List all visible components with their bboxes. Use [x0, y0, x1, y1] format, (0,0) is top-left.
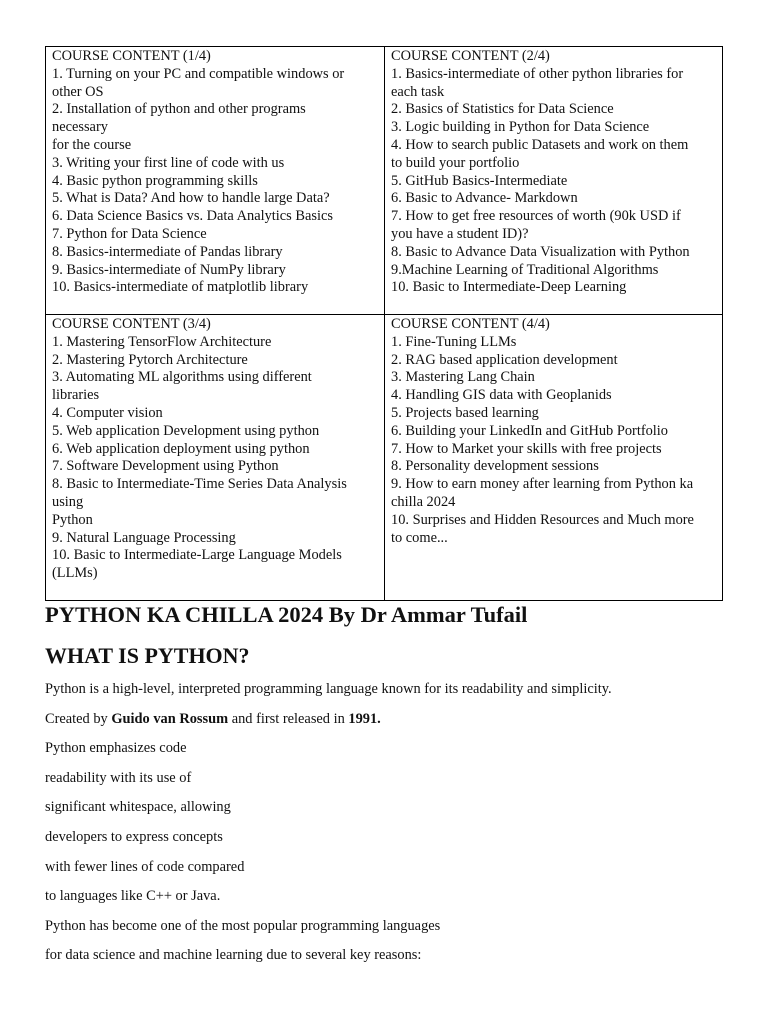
list-item: 6. Basic to Advance- Markdown: [391, 190, 578, 207]
table-row: [46, 315, 723, 601]
list-item: 3. Logic building in Python for Data Science: [391, 119, 650, 136]
list-item: 9. Natural Language Processing: [52, 529, 236, 546]
created-middle: and first released in: [228, 711, 349, 727]
list-item: libraries: [52, 387, 100, 404]
cell-title: COURSE CONTENT (2/4): [391, 48, 550, 64]
list-item: 9. Basics-intermediate of NumPy library: [52, 261, 286, 278]
list-item: to come...: [391, 529, 448, 546]
author-name: Guido van Rossum: [111, 711, 229, 727]
list-item: 10. Basics-intermediate of matplotlib library: [52, 279, 309, 296]
course-content-table-wrapper: [45, 46, 723, 601]
paragraph-line: with fewer lines of code compared: [45, 859, 245, 875]
list-item: 4. Basic python programming skills: [52, 172, 258, 189]
release-year: 1991.: [348, 711, 381, 727]
cell-title: COURSE CONTENT (1/4): [52, 48, 211, 64]
list-item: 8. Basics-intermediate of Pandas library: [52, 243, 283, 260]
paragraph-line: Python has become one of the most popular programming languages: [45, 918, 441, 934]
list-item: each task: [391, 83, 445, 100]
list-item: necessary: [52, 119, 108, 136]
created-by-line: [45, 710, 381, 728]
document-title: PYTHON KA CHILLA 2024 By Dr Ammar Tufail: [45, 602, 528, 627]
course-cell-1: [46, 47, 385, 315]
list-item: chilla 2024: [391, 493, 456, 510]
list-item: 3. Mastering Lang Chain: [391, 369, 535, 386]
list-item: 1. Basics-intermediate of other python libraries for: [391, 65, 684, 82]
list-item: 10. Basic to Intermediate-Large Language Models: [52, 547, 342, 564]
list-item: 10. Basic to Intermediate-Deep Learning: [391, 279, 627, 296]
list-item: 4. Handling GIS data with Geoplanids: [391, 387, 612, 404]
list-item: 3. Automating ML algorithms using different: [52, 369, 312, 386]
list-item: 6. Data Science Basics vs. Data Analytics Basics: [52, 208, 333, 225]
course-cell-3: [46, 315, 385, 601]
list-item: 1. Fine-Tuning LLMs: [391, 333, 517, 350]
list-item: 6. Web application deployment using python: [52, 440, 310, 457]
course-cell-4: [385, 315, 723, 601]
list-item: 2. Mastering Pytorch Architecture: [52, 351, 248, 368]
list-item: 8. Personality development sessions: [391, 458, 599, 475]
course-cell-2: [385, 47, 723, 315]
list-item: 8. Basic to Intermediate-Time Series Data Analysis: [52, 476, 347, 493]
list-item: 2. Installation of python and other programs: [52, 101, 306, 118]
paragraph-line: Python emphasizes code: [45, 740, 187, 756]
list-item: Python: [52, 511, 93, 528]
list-item: 7. How to get free resources of worth (90k USD if: [391, 208, 681, 225]
course-content-table: [45, 46, 723, 601]
paragraph-line: readability with its use of: [45, 770, 192, 786]
list-item: 6. Building your LinkedIn and GitHub Portfolio: [391, 422, 668, 439]
list-item: 4. How to search public Datasets and work on them: [391, 136, 689, 153]
paragraph-line: developers to express concepts: [45, 829, 223, 845]
paragraph-line: significant whitespace, allowing: [45, 799, 231, 815]
list-item: other OS: [52, 83, 104, 100]
list-item: for the course: [52, 136, 132, 153]
list-item: 5. Projects based learning: [391, 404, 539, 421]
cell-title: COURSE CONTENT (3/4): [52, 316, 211, 332]
list-item: 1. Turning on your PC and compatible windows or: [52, 65, 345, 82]
list-item: 3. Writing your first line of code with us: [52, 154, 285, 171]
list-item: 4. Computer vision: [52, 404, 163, 421]
list-item: 2. RAG based application development: [391, 351, 618, 368]
list-item: 9.Machine Learning of Traditional Algorithms: [391, 261, 659, 278]
list-item: to build your portfolio: [391, 154, 520, 171]
paragraph-line: to languages like C++ or Java.: [45, 888, 221, 904]
intro-paragraph: Python is a high-level, interpreted programming language known for its readability and simplicity.: [45, 681, 612, 697]
list-item: 5. GitHub Basics-Intermediate: [391, 172, 568, 189]
list-item: 5. Web application Development using python: [52, 422, 320, 439]
table-row: [46, 47, 723, 315]
list-item: 5. What is Data? And how to handle large Data?: [52, 190, 330, 207]
list-item: 7. Python for Data Science: [52, 225, 207, 242]
list-item: you have a student ID)?: [391, 225, 529, 242]
section-heading: WHAT IS PYTHON?: [45, 643, 250, 668]
list-item: 9. How to earn money after learning from Python ka: [391, 476, 694, 493]
list-item: 10. Surprises and Hidden Resources and Much more: [391, 511, 694, 528]
list-item: using: [52, 493, 84, 510]
list-item: 7. Software Development using Python: [52, 458, 279, 475]
cell-title: COURSE CONTENT (4/4): [391, 316, 550, 332]
list-item: 8. Basic to Advance Data Visualization with Python: [391, 243, 690, 260]
created-prefix: Created by: [45, 711, 112, 727]
list-item: 2. Basics of Statistics for Data Science: [391, 101, 614, 118]
list-item: 1. Mastering TensorFlow Architecture: [52, 333, 272, 350]
paragraph-line: for data science and machine learning due to several key reasons:: [45, 947, 422, 963]
list-item: (LLMs): [52, 565, 98, 582]
list-item: 7. How to Market your skills with free projects: [391, 440, 662, 457]
